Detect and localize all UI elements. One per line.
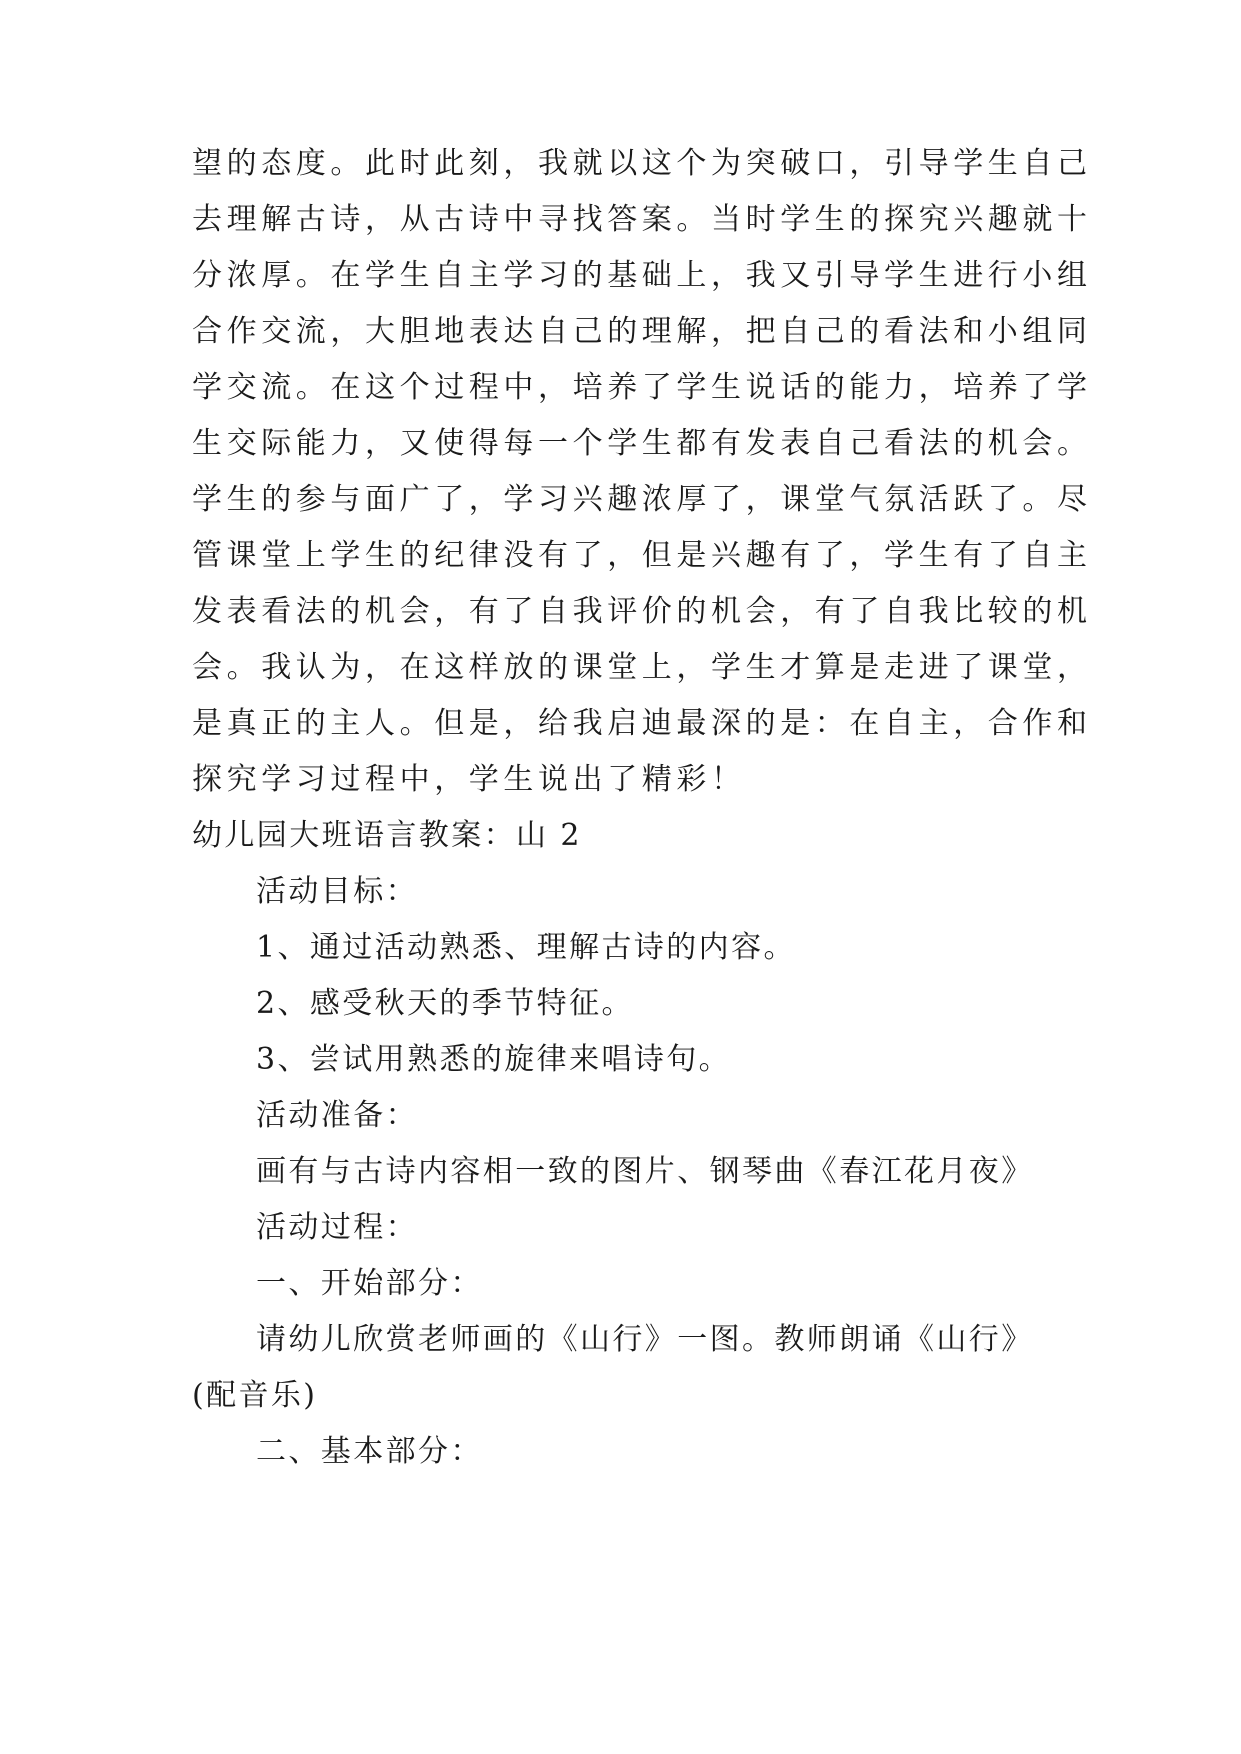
part-one-text: 请幼儿欣赏老师画的《山行》一图。教师朗诵《山行》 [256,1322,1034,1357]
part-two-heading: 二、基本部分： [256,1434,483,1469]
paragraph-line: 会。我认为，在这样放的课堂上，学生才算是走进了课堂， [192,650,1092,685]
part-one-heading: 一、开始部分： [256,1266,483,1301]
process-heading: 活动过程： [256,1210,418,1245]
part-one-text-continued: (配音乐) [192,1378,318,1413]
paragraph-line: 去理解古诗，从古诗中寻找答案。当时学生的探究兴趣就十 [192,202,1092,237]
paragraph-line: 学生的参与面广了，学习兴趣浓厚了，课堂气氛活跃了。尽 [192,482,1092,517]
goal-item: 1、通过活动熟悉、理解古诗的内容。 [256,930,796,965]
paragraph-line: 发表看法的机会，有了自我评价的机会，有了自我比较的机 [192,594,1092,629]
goal-item: 2、感受秋天的季节特征。 [256,986,634,1021]
paragraph-line: 生交际能力，又使得每一个学生都有发表自己看法的机会。 [192,426,1092,461]
paragraph-line: 分浓厚。在学生自主学习的基础上，我又引导学生进行小组 [192,258,1092,293]
prep-text: 画有与古诗内容相一致的图片、钢琴曲《春江花月夜》 [256,1154,1034,1189]
paragraph-line: 望的态度。此时此刻，我就以这个为突破口，引导学生自己 [192,146,1092,181]
paragraph-line: 探究学习过程中，学生说出了精彩！ [192,762,746,797]
section-title: 幼儿园大班语言教案：山 2 [192,818,582,853]
paragraph-line: 合作交流，大胆地表达自己的理解，把自己的看法和小组同 [192,314,1092,349]
paragraph-line: 学交流。在这个过程中，培养了学生说话的能力，培养了学 [192,370,1092,405]
paragraph-line: 是真正的主人。但是，给我启迪最深的是：在自主，合作和 [192,706,1092,741]
goal-item: 3、尝试用熟悉的旋律来唱诗句。 [256,1042,732,1077]
prep-heading: 活动准备： [256,1098,418,1133]
goals-heading: 活动目标： [256,874,418,909]
paragraph-line: 管课堂上学生的纪律没有了，但是兴趣有了，学生有了自主 [192,538,1092,573]
